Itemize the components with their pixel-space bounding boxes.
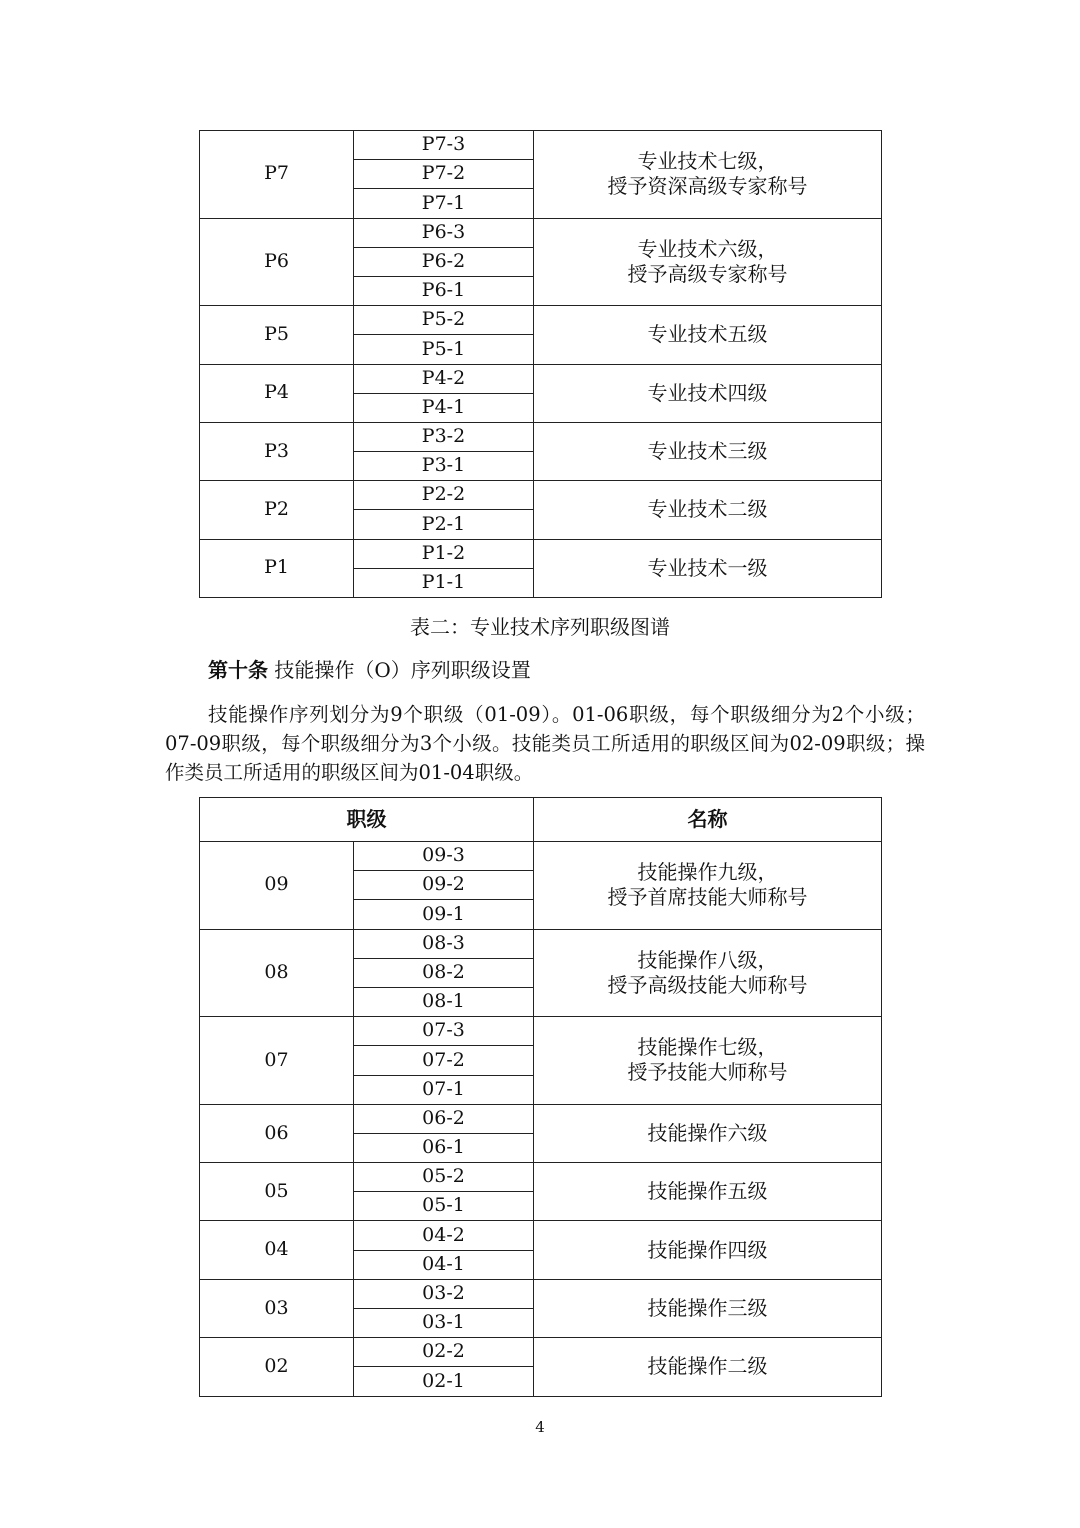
sub-grade-cell: 02-1 [354,1367,534,1396]
header-name: 名称 [534,798,882,842]
grade-level-cell: P2 [200,481,354,539]
grade-name-cell [534,422,882,480]
sub-grade-cell: 03-2 [354,1279,534,1308]
grade-name-line: 技能操作九级， [637,860,778,885]
sub-grade-cell: P1-2 [354,539,534,568]
grade-name-line: 授予首席技能大师称号 [607,885,808,910]
sub-grade-cell: P6-2 [354,247,534,276]
grade-name-line: 专业技术五级 [647,322,768,347]
sub-grade-cell: P4-2 [354,364,534,393]
sub-grade-cell: 05-2 [354,1163,534,1192]
sub-grade-cell: 06-1 [354,1133,534,1162]
grade-name-cell [534,842,882,930]
grade-level-cell: 04 [200,1221,354,1279]
table-row [200,364,882,393]
grade-name-line: 技能操作三级 [647,1296,768,1320]
header-level: 职级 [200,798,534,842]
sub-grade-cell: 08-1 [354,987,534,1016]
grade-name-line: 技能操作四级 [647,1237,768,1262]
article-number: 第十条 [208,658,268,682]
sub-grade-cell: 09-2 [354,871,534,900]
grade-level-cell: P6 [200,218,354,306]
grade-name-cell [534,539,882,597]
table-row [200,842,882,871]
grade-level-cell: P7 [200,131,354,219]
table-row [200,1221,882,1250]
sub-grade-cell: 07-3 [354,1017,534,1046]
grade-name-line: 授予资深高级专家称号 [607,174,808,199]
grade-name-cell [534,364,882,422]
sub-grade-cell: P1-1 [354,568,534,597]
grade-name-line: 授予高级技能大师称号 [607,972,808,997]
sub-grade-cell: P2-1 [354,510,534,539]
table-row [200,1104,882,1133]
grade-name-cell [534,929,882,1017]
sub-grade-cell: P2-2 [354,481,534,510]
table-row [200,539,882,568]
article-paragraph: 技能操作序列划分为9个职级（01-09）。01-06职级，每个职级细分为2个小级；07-09职级，每个职级细分为3个小级。技能类员工所适用的职级区间为02-09职级；操作类员工所适用的职级区间为01-04职级。 [165,703,925,784]
grade-name-line: 技能操作五级 [647,1179,768,1204]
sub-grade-cell: P6-1 [354,276,534,305]
grade-name-line: 专业技术七级， [637,149,778,174]
grade-level-cell: 09 [200,842,354,930]
sub-grade-cell: 09-3 [354,842,534,871]
table-row [200,218,882,247]
grade-name-cell [534,306,882,364]
sub-grade-cell: P4-1 [354,393,534,422]
grade-level-cell: 08 [200,929,354,1017]
grade-name-line: 专业技术一级 [647,555,768,580]
sub-grade-cell: P5-1 [354,335,534,364]
sub-grade-cell: 09-1 [354,900,534,929]
grade-name-cell [534,481,882,539]
table-row [200,1279,882,1308]
grade-name-line: 授予技能大师称号 [627,1060,788,1085]
grade-level-cell: 02 [200,1338,354,1396]
table-row [200,481,882,510]
grade-level-cell: 05 [200,1163,354,1221]
grade-name-line: 专业技术六级， [637,236,778,261]
sub-grade-cell: 04-1 [354,1250,534,1279]
table-row [200,306,882,335]
grade-name-cell [534,1104,882,1162]
article-heading [208,656,531,684]
table-row [200,1017,882,1046]
sub-grade-cell: P3-1 [354,452,534,481]
grade-level-cell: 03 [200,1279,354,1337]
sub-grade-cell: 07-2 [354,1046,534,1075]
sub-grade-cell: 04-2 [354,1221,534,1250]
table-caption: 表二：专业技术序列职级图谱 [410,615,670,639]
grade-name-cell [534,131,882,219]
sub-grade-cell: P3-2 [354,422,534,451]
sub-grade-cell: 03-1 [354,1309,534,1338]
table-row [200,1338,882,1367]
page-number: 4 [535,1418,545,1436]
grade-name-line: 专业技术二级 [647,497,768,522]
grade-name-cell [534,1017,882,1105]
grade-name-cell [534,1338,882,1396]
grade-name-line: 技能操作七级， [637,1035,778,1060]
grade-level-cell: 06 [200,1104,354,1162]
grade-name-line: 技能操作八级， [637,947,778,972]
table-header-row [200,798,882,842]
sub-grade-cell: P7-2 [354,160,534,189]
sub-grade-cell: 06-2 [354,1104,534,1133]
grade-name-line: 专业技术三级 [647,439,768,464]
table-row [200,422,882,451]
grade-name-line: 技能操作二级 [647,1354,768,1379]
grade-name-cell [534,1279,882,1337]
grade-name-line: 技能操作六级 [647,1120,768,1145]
table-row [200,929,882,958]
grade-name-cell [534,1221,882,1279]
table-row [200,131,882,160]
sub-grade-cell: 07-1 [354,1075,534,1104]
grade-name-line: 专业技术四级 [647,380,768,405]
sub-grade-cell: 08-2 [354,958,534,987]
article-title: 技能操作（O）序列职级设置 [274,658,531,682]
grade-level-cell: P4 [200,364,354,422]
grade-name-cell [534,1163,882,1221]
sub-grade-cell: 02-2 [354,1338,534,1367]
sub-grade-cell: P7-3 [354,131,534,160]
grade-level-cell: P5 [200,306,354,364]
grade-name-line: 授予高级专家称号 [627,261,788,286]
grade-name-cell [534,218,882,306]
sub-grade-cell: P6-3 [354,218,534,247]
sub-grade-cell: 05-1 [354,1192,534,1221]
grade-level-cell: P1 [200,539,354,597]
sub-grade-cell: 08-3 [354,929,534,958]
grade-level-cell: P3 [200,422,354,480]
sub-grade-cell: P5-2 [354,306,534,335]
grade-level-cell: 07 [200,1017,354,1105]
skill-operation-grade-table [199,797,882,1397]
sub-grade-cell: P7-1 [354,189,534,218]
professional-grade-table [199,130,882,598]
table-row [200,1163,882,1192]
